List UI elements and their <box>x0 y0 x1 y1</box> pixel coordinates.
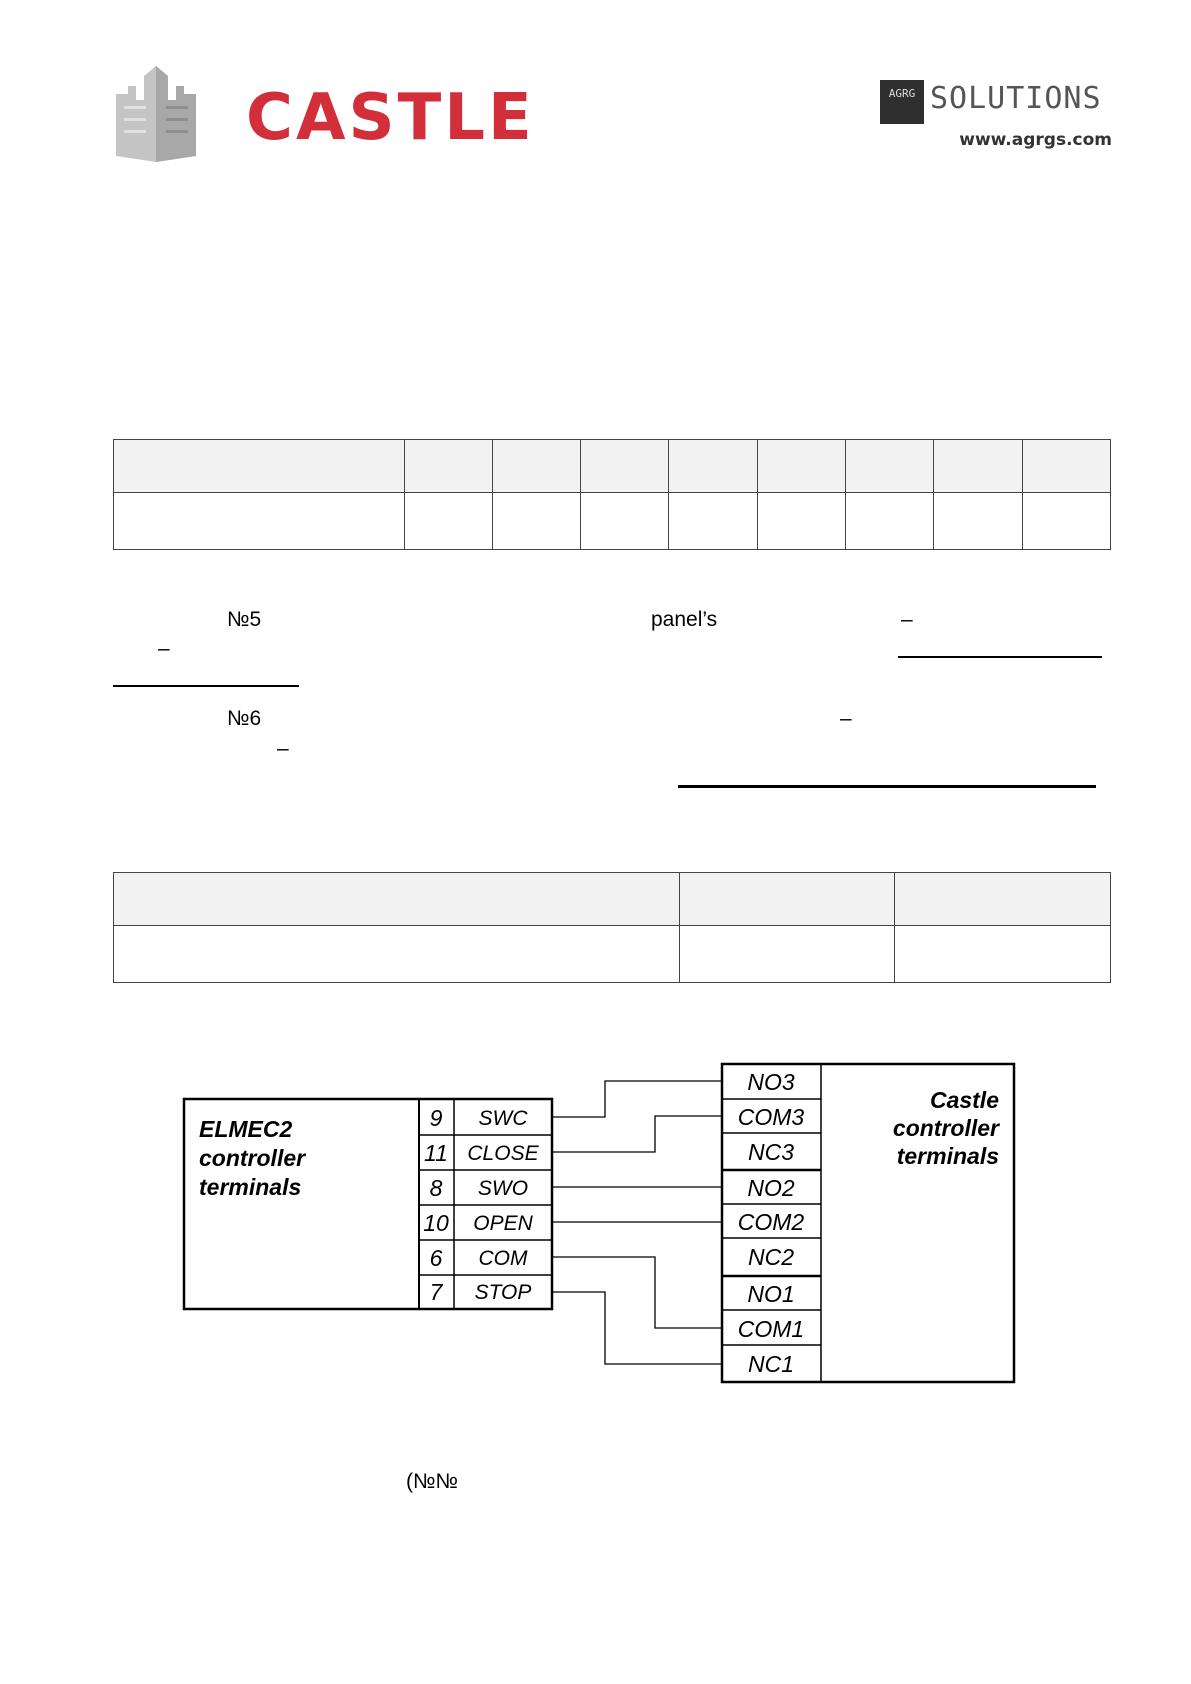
terminal-number: 11 <box>424 1140 448 1166</box>
terminal-number: 6 <box>429 1245 443 1271</box>
terminal-label: SWO <box>477 1177 529 1200</box>
castle-terminal-label: NC1 <box>747 1351 795 1377</box>
paragraph-2-number: №6 <box>227 707 262 730</box>
dash-text: – <box>901 608 913 631</box>
castle-brand-text: CASTLE <box>246 81 535 155</box>
castle-terminal-label: NC3 <box>747 1139 795 1165</box>
dash-text: – <box>840 707 852 730</box>
paragraph-1-number: №5 <box>227 608 262 631</box>
castle-title-line: Castle <box>929 1087 999 1113</box>
terminal-number: 8 <box>429 1175 443 1201</box>
castle-terminal-label: NC2 <box>747 1244 795 1270</box>
terminal-number: 10 <box>423 1210 449 1236</box>
castle-terminal-label: NO2 <box>747 1175 795 1201</box>
castle-terminal-label: NO1 <box>747 1281 795 1307</box>
solutions-brand-text: SOLUTIONS <box>930 81 1102 116</box>
bottom-text-fragment: (№№ <box>406 1470 459 1493</box>
elmec2-title-line: ELMEC2 <box>199 1116 293 1142</box>
terminal-label: COM <box>478 1247 528 1270</box>
castle-title-line: controller <box>892 1115 999 1141</box>
dash-text: – <box>277 737 289 760</box>
terminal-label: STOP <box>474 1281 532 1304</box>
terminal-label: OPEN <box>473 1212 533 1235</box>
elmec2-title-line: terminals <box>199 1174 302 1200</box>
castle-terminal-label: COM1 <box>737 1316 805 1342</box>
paragraph-1-word: panel’s <box>651 608 718 631</box>
terminal-label: CLOSE <box>467 1142 539 1165</box>
wire-close-com3 <box>552 1116 722 1152</box>
wire-swc-no3 <box>552 1081 722 1117</box>
terminal-label: SWC <box>478 1107 528 1130</box>
elmec2-title-line: controller <box>199 1145 306 1171</box>
agrg-box-logo: AGRG <box>880 80 924 124</box>
castle-terminal-label: COM3 <box>737 1104 805 1130</box>
castle-terminal-label: NO3 <box>747 1069 795 1095</box>
dash-text: – <box>158 637 170 660</box>
website-url: www.agrgs.com <box>959 130 1112 150</box>
castle-title-line: terminals <box>896 1143 999 1169</box>
terminal-number: 9 <box>429 1105 443 1131</box>
castle-terminal-label: COM2 <box>737 1209 805 1235</box>
terminal-number: 7 <box>429 1279 443 1305</box>
